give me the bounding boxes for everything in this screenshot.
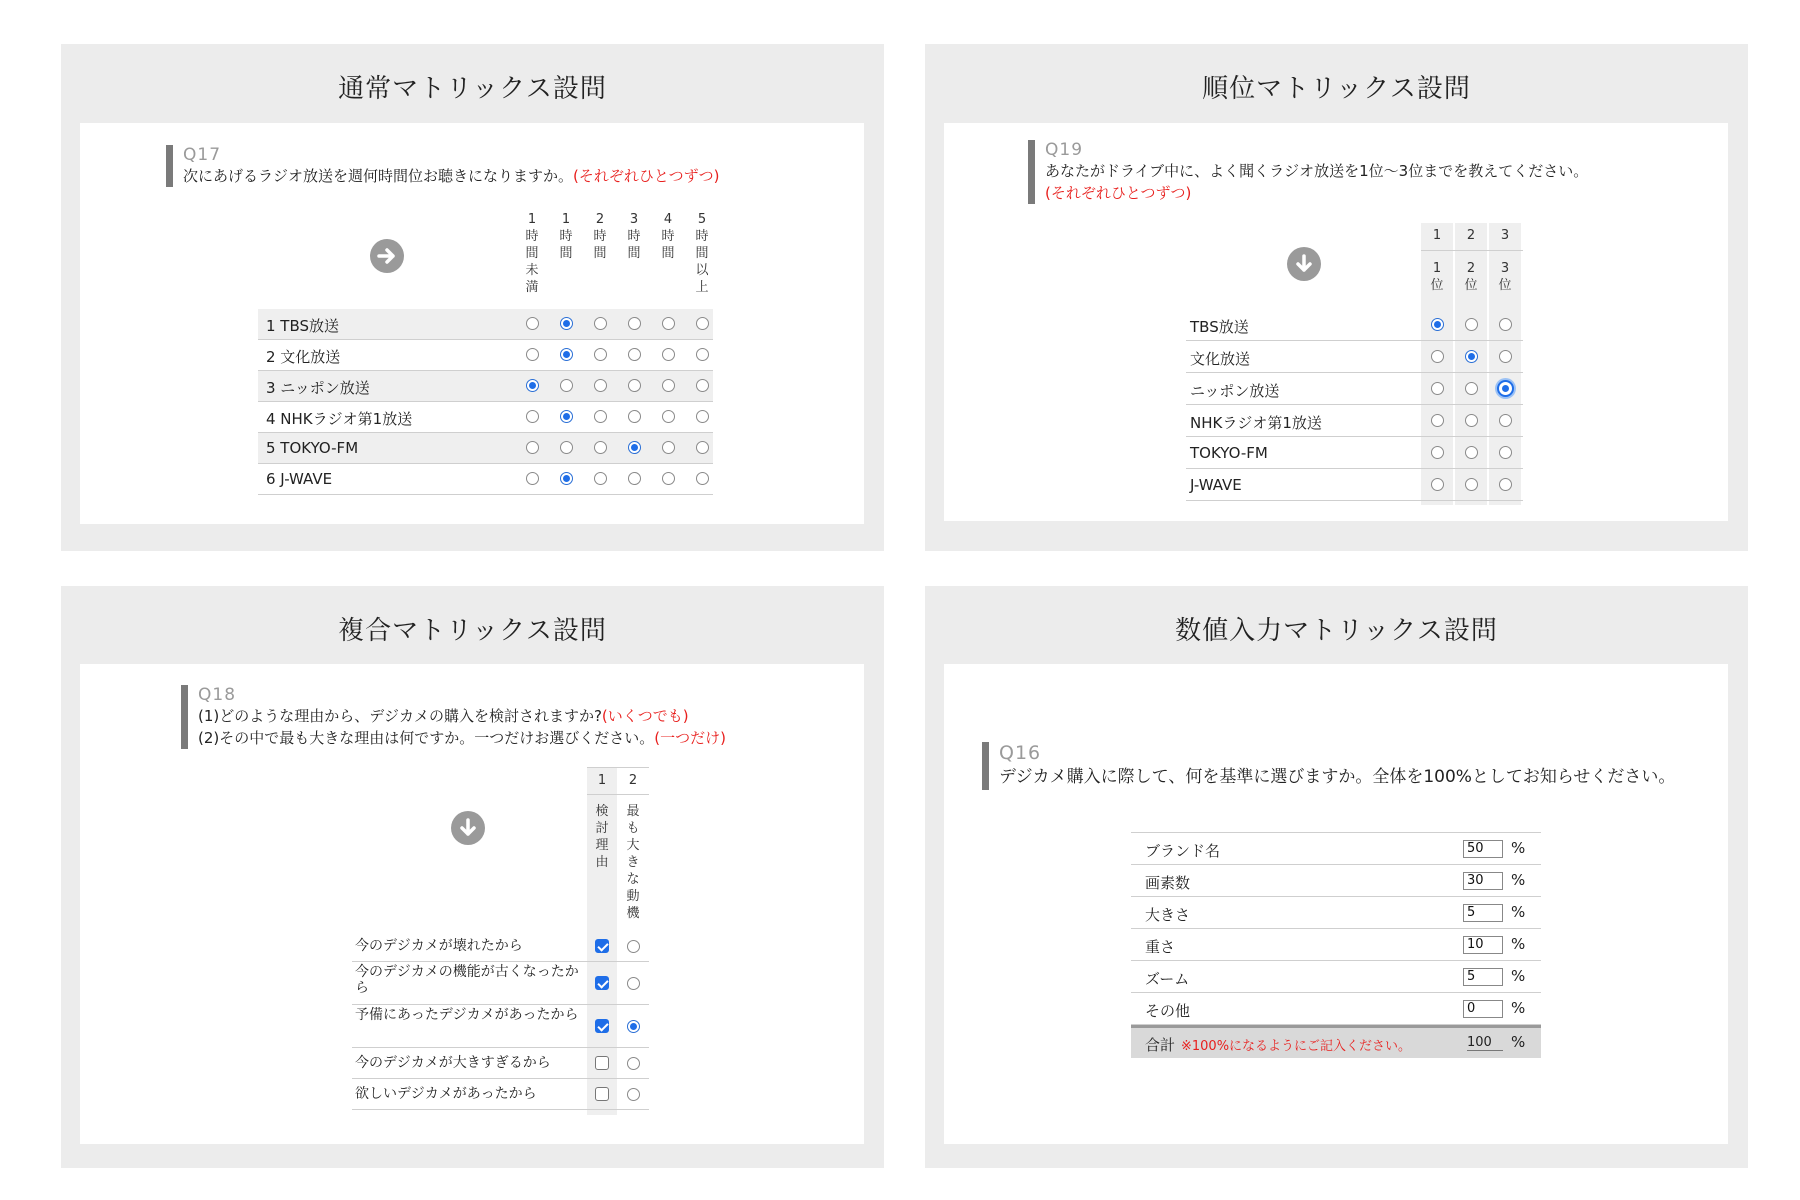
table-row [1186,341,1523,373]
percent-unit: % [1511,839,1526,857]
row-label: 1 TBS放送 [266,317,340,335]
radio-option[interactable] [594,379,607,392]
radio-option[interactable] [662,441,675,454]
table-row [1131,865,1541,897]
rank-radio[interactable] [1431,350,1444,363]
table-row [1186,373,1523,405]
radio-option[interactable] [628,410,641,423]
question-note: (それぞれひとつずつ) [573,167,720,185]
row-label: J-WAVE [1190,476,1242,494]
rank-radio[interactable] [1465,350,1478,363]
radio-option[interactable] [696,410,709,423]
table-row [352,962,649,1005]
column-header: 2 位 [1464,261,1478,293]
question-card [80,664,864,1144]
total-label: 合計 [1145,1036,1176,1054]
rank-radio[interactable] [1431,382,1444,395]
row-label: 画素数 [1145,874,1191,892]
row-label: ズーム [1145,970,1190,988]
table-row [1186,405,1523,437]
radio-option[interactable] [594,410,607,423]
question-header [1028,140,1588,204]
row-label: ニッポン放送 [1190,382,1280,400]
radio-option[interactable] [696,441,709,454]
column-header: 検 討 理 由 [595,804,609,870]
question-text: 次にあげるラジオ放送を週何時間位お聴きになりますか。(それぞれひとつずつ) [183,167,720,185]
main-reason-radio[interactable] [627,1057,640,1070]
main-reason-radio[interactable] [627,1088,640,1101]
number-input[interactable]: 50 [1463,840,1503,858]
row-label: NHKラジオ第1放送 [1190,414,1322,432]
reason-checkbox[interactable] [595,1019,609,1033]
main-reason-radio[interactable] [627,940,640,953]
radio-option[interactable] [628,348,641,361]
column-number: 2 [1466,228,1476,243]
radio-option[interactable] [594,441,607,454]
row-label: 今のデジカメの機能が古くなったから [355,964,579,996]
number-input[interactable]: 5 [1463,968,1503,986]
row-label: ブランド名 [1145,842,1221,860]
rank-radio[interactable] [1431,414,1444,427]
rank-radio[interactable] [1465,318,1478,331]
row-label: 文化放送 [1190,350,1251,368]
table-row [1131,833,1541,865]
panel-rank-matrix [925,44,1748,551]
table-row [258,340,713,371]
rank-radio[interactable] [1497,380,1514,397]
question-number: Q18 [198,685,237,705]
question-number: Q16 [999,742,1042,764]
radio-option[interactable] [662,379,675,392]
radio-option[interactable] [662,348,675,361]
panel-title: 順位マトリックス設問 [1202,74,1471,104]
rank-radio[interactable] [1499,318,1512,331]
table-row [1186,437,1523,469]
question-header [166,145,719,187]
radio-option[interactable] [560,441,573,454]
panel-title: 数値入力マトリックス設問 [1175,616,1498,646]
table-row [352,1079,649,1110]
column-header: 最 も 大 き な 動 機 [626,804,640,921]
number-input[interactable]: 30 [1463,872,1503,890]
panel-normal-matrix [61,44,884,551]
table-row [1131,993,1541,1025]
table-row [352,1048,649,1079]
question-number: Q19 [1045,140,1084,160]
rank-radio[interactable] [1465,382,1478,395]
radio-option[interactable] [662,472,675,485]
main-reason-radio[interactable] [627,977,640,990]
column-header: 1 時 間 未 満 [525,212,539,295]
question-card [944,664,1728,1144]
row-label: 2 文化放送 [266,348,341,366]
panel-title: 通常マトリックス設問 [338,74,607,104]
panel-compound-matrix [61,586,884,1168]
radio-option[interactable] [526,348,539,361]
radio-option[interactable] [594,472,607,485]
radio-option[interactable] [594,348,607,361]
rank-radio[interactable] [1499,446,1512,459]
column-number: 1 [597,773,607,788]
column-header: 1 位 [1430,261,1444,293]
radio-option[interactable] [526,379,539,392]
question-text: デジカメ購入に際して、何を基準に選びますか。全体を100%としてお知らせください。 [999,767,1676,787]
table-row [1186,309,1523,341]
table-row [258,433,713,464]
total-unit: % [1511,1033,1526,1051]
reason-checkbox[interactable] [595,1056,609,1070]
radio-option[interactable] [662,317,675,330]
radio-option[interactable] [560,348,573,361]
question-header [181,685,726,749]
column-header: 5 時 間 以 上 [695,212,709,295]
column-header: 3 時 間 [627,212,641,261]
table-row [258,464,713,495]
column-header: 3 位 [1498,261,1512,293]
question-card [944,123,1728,521]
row-label: 今のデジカメが大きすぎるから [355,1055,551,1071]
percent-unit: % [1511,871,1526,889]
row-label: 4 NHKラジオ第1放送 [266,410,413,428]
number-input[interactable]: 0 [1463,1000,1503,1018]
table-row [1131,897,1541,929]
radio-option[interactable] [594,317,607,330]
reason-checkbox[interactable] [595,976,609,990]
radio-option[interactable] [696,348,709,361]
radio-option[interactable] [526,410,539,423]
row-label: 3 ニッポン放送 [266,379,370,397]
radio-option[interactable] [560,410,573,423]
arrow-right-icon [370,239,404,273]
total-note: ※100%になるようにご記入ください。 [1181,1039,1412,1054]
rank-radio[interactable] [1465,478,1478,491]
row-label: TBS放送 [1190,318,1249,336]
question-text-2: (2)その中で最も大きな理由は何ですか。一つだけお選びください。(一つだけ) [198,729,726,747]
radio-option[interactable] [696,472,709,485]
percent-unit: % [1511,999,1526,1017]
rank-radio[interactable] [1499,414,1512,427]
question-note: (それぞれひとつずつ) [1045,184,1192,202]
main-reason-radio[interactable] [627,1020,640,1033]
reason-checkbox[interactable] [595,939,609,953]
divider [587,794,649,795]
percent-unit: % [1511,967,1526,985]
total-value: 100 [1467,1035,1503,1051]
number-input[interactable]: 10 [1463,936,1503,954]
rank-radio[interactable] [1431,318,1444,331]
radio-option[interactable] [628,379,641,392]
row-label: 5 TOKYO-FM [266,439,359,457]
divider [587,767,649,768]
table-row [258,309,713,340]
table-row [352,931,649,962]
arrow-down-icon [1287,247,1321,281]
question-text-1: (1)どのような理由から、デジカメの購入を検討されますか?(いくつでも) [198,707,689,725]
row-label: 重さ [1145,938,1176,956]
row-label: 今のデジカメが壊れたから [355,938,523,954]
table-row [352,1005,649,1048]
rank-radio[interactable] [1465,414,1478,427]
rank-radio[interactable] [1465,446,1478,459]
radio-option[interactable] [696,379,709,392]
row-label: 予備にあったデジカメがあったから [355,1007,579,1023]
rank-radio[interactable] [1431,478,1444,491]
column-header: 1 時 間 [559,212,573,261]
row-label: 6 J-WAVE [266,470,333,488]
table-row [258,371,713,402]
row-label: 欲しいデジカメがあったから [355,1086,537,1102]
arrow-down-icon [451,811,485,845]
rank-radio[interactable] [1499,478,1512,491]
rank-radio[interactable] [1499,350,1512,363]
radio-option[interactable] [560,379,573,392]
question-header [982,742,1689,790]
total-row [1131,1025,1541,1058]
row-label: TOKYO-FM [1190,444,1268,462]
radio-option[interactable] [662,410,675,423]
radio-option[interactable] [526,472,539,485]
rank-radio[interactable] [1431,446,1444,459]
number-input[interactable]: 5 [1463,904,1503,922]
radio-option[interactable] [628,441,641,454]
column-number: 3 [1500,228,1510,243]
table-row [258,402,713,433]
question-number: Q17 [183,145,222,165]
percent-unit: % [1511,935,1526,953]
radio-option[interactable] [628,472,641,485]
question-text: あなたがドライブ中に、よく聞くラジオ放送を1位～3位までを教えてください。 [1045,162,1589,180]
question-card [80,123,864,524]
row-label: その他 [1145,1002,1191,1020]
reason-checkbox[interactable] [595,1087,609,1101]
column-number: 1 [1432,228,1442,243]
radio-option[interactable] [560,472,573,485]
divider [1421,250,1523,251]
percent-unit: % [1511,903,1526,921]
column-header: 4 時 間 [661,212,675,261]
row-label: 大きさ [1145,906,1191,924]
table-row [1186,469,1523,501]
panel-numeric-matrix [925,586,1748,1168]
column-header: 2 時 間 [593,212,607,261]
radio-option[interactable] [696,317,709,330]
radio-option[interactable] [628,317,641,330]
table-row [1131,961,1541,993]
panel-title: 複合マトリックス設問 [338,616,607,646]
radio-option[interactable] [526,441,539,454]
radio-option[interactable] [560,317,573,330]
table-row [1131,929,1541,961]
radio-option[interactable] [526,317,539,330]
column-number: 2 [628,773,638,788]
